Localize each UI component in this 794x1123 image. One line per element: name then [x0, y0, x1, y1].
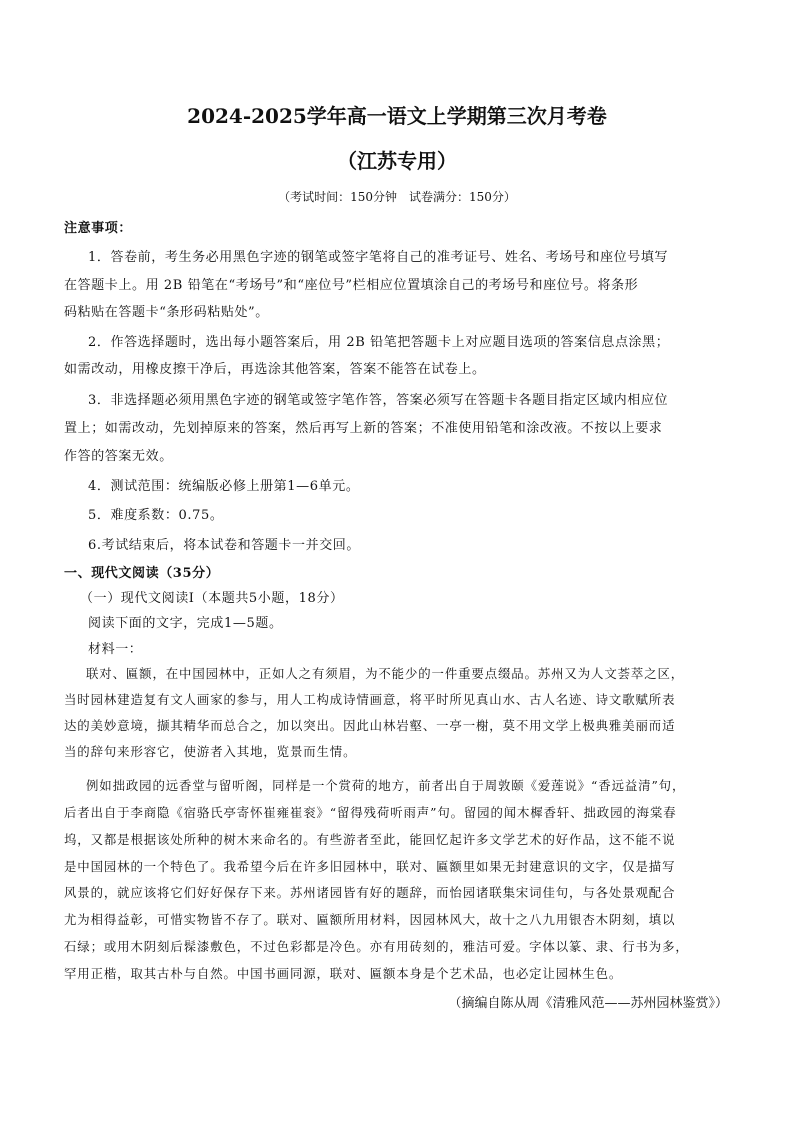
- note-line: 5．难度系数：0.75。: [88, 508, 224, 523]
- section-subheading: （一）现代文阅读Ⅰ（本题共5小题，18分）: [80, 591, 344, 606]
- note-line: 如需改动，用橡皮擦干净后，再选涂其他答案，答案不能答在试卷上。: [64, 362, 486, 377]
- paragraph-line: 石绿；或用木阴刻后髹漆敷色，不过色彩都是冷色。亦有用砖刻的，雅洁可爱。字体以篆、隶、行书为多，: [64, 939, 689, 954]
- paragraph-line: 尤为相得益彰，可惜实物皆不存了。联对、匾额所用材料，因园林风大，故十之八九用银杏木阴刻，填以: [64, 912, 676, 927]
- note-line: 置上；如需改动，先划掉原来的答案，然后再写上新的答案；不准使用铅笔和涂改液。不按以上要求: [64, 421, 663, 436]
- exam-info: （考试时间：150分钟 试卷满分：150分）: [278, 190, 516, 204]
- paragraph-line: 罕用正楷，取其古朴与自然。中国书画同源，联对、匾额本身是个艺术品，也必定让园林生色。: [64, 966, 623, 981]
- material-label: 材料一：: [88, 642, 143, 657]
- paragraph-line: 风景的，就应该将它们好好保存下来。苏州诸园皆有好的题辞，而怡园诸联集宋词佳句，与各处景观配合: [64, 885, 676, 900]
- note-line: 码粘贴在答题卡“条形码粘贴处”。: [64, 305, 269, 320]
- exam-title: 2024-2025学年高一语文上学期第三次月考卷: [187, 104, 607, 128]
- exam-subtitle: （江苏专用）: [337, 149, 457, 173]
- note-line: 1．答卷前，考生务必用黑色字迹的钢笔或签字笔将自己的准考证号、姓名、考场号和座位号填写: [88, 250, 669, 265]
- paragraph-line: 例如拙政园的远香堂与留听阁，同样是一个赏荷的地方，前者出自于周敦颐《爱莲说》“香远益清”句，: [86, 778, 686, 793]
- note-line: 作答的答案无效。: [64, 449, 173, 464]
- note-line: 6.考试结束后，将本试卷和答题卡一并交回。: [88, 538, 361, 553]
- source-citation: （摘编自陈从周《清雅风范——苏州园林鉴赏》）: [448, 996, 728, 1011]
- notes-heading: 注意事项：: [64, 221, 133, 236]
- paragraph-line: 当的辞句来形容它，使游者入其地，览景而生情。: [64, 744, 357, 759]
- paragraph-line: 坞，又都是根据该处所种的树木来命名的。有些游者至此，能回忆起许多文学艺术的好作品，这不能不说: [64, 832, 676, 847]
- paragraph-line: 联对、匾额，在中国园林中，正如人之有须眉，为不能少的一件重要点缀品。苏州又为人文荟萃之区，: [86, 666, 685, 681]
- note-line: 2．作答选择题时，选出每小题答案后，用 2B 铅笔把答题卡上对应题目选项的答案信息点涂黑；: [88, 335, 670, 350]
- section-heading: 一、现代文阅读（35分）: [64, 566, 220, 581]
- paragraph-line: 达的美妙意境，撷其精华而总合之，加以突出。因此山林岩壑、一亭一榭，莫不用文学上极典雅美丽而适: [64, 718, 676, 733]
- paragraph-line: 当时园林建造复有文人画家的参与，用人工构成诗情画意，将平时所见真山水、古人名迹、诗文歌赋所表: [64, 692, 676, 707]
- reading-instruction: 阅读下面的文字，完成1—5题。: [88, 616, 283, 631]
- note-line: 4．测试范围：统编版必修上册第1—6单元。: [88, 479, 360, 494]
- paragraph-line: 是中国园林的一个特色了。我希望今后在许多旧园林中，联对、匾额里如果无封建意识的文字，仅是描写: [64, 859, 676, 874]
- paragraph-line: 后者出自于李商隐《宿骆氏亭寄怀崔雍崔衮》“留得残荷听雨声”句。留园的闻木樨香轩、拙政园的海棠春: [64, 805, 677, 820]
- note-line: 3．非选择题必须用黑色字迹的钢笔或签字笔作答，答案必须写在答题卡各题目指定区域内相应位: [88, 393, 669, 408]
- note-line: 在答题卡上。用 2B 铅笔在“考场号”和“座位号”栏相应位置填涂自己的考场号和座位号。将条形: [64, 278, 639, 293]
